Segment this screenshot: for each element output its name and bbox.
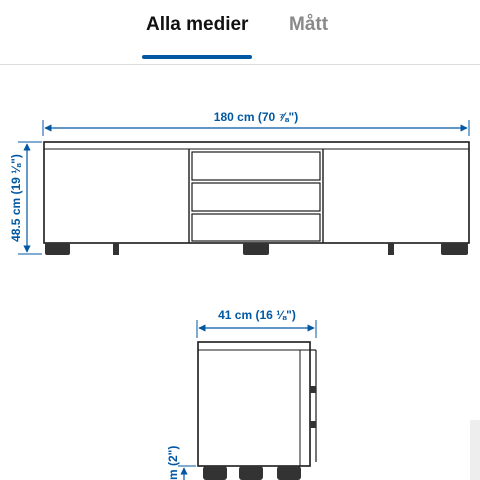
edge-artifact bbox=[470, 420, 480, 480]
front-width-label: 180 cm (70 ⅞") bbox=[213, 110, 299, 124]
front-support-1 bbox=[113, 243, 119, 255]
side-leg-1 bbox=[203, 466, 227, 480]
front-leg-2 bbox=[243, 243, 269, 255]
front-leg-3 bbox=[441, 243, 468, 255]
side-handle-1 bbox=[310, 386, 316, 393]
front-leg-1 bbox=[45, 243, 70, 255]
edge-artifacts bbox=[470, 420, 480, 480]
tab-alla-medier[interactable]: Alla medier bbox=[146, 14, 249, 35]
side-depth-label: 41 cm (16 ⅛") bbox=[218, 308, 296, 322]
drawer-middle bbox=[192, 183, 320, 211]
drawer-bottom bbox=[192, 214, 320, 241]
side-leg-height-label: m (2") bbox=[166, 445, 180, 480]
drawer-top bbox=[192, 152, 320, 180]
side-leg-2 bbox=[239, 466, 263, 480]
tab-matt[interactable]: Mått bbox=[289, 14, 329, 35]
front-support-2 bbox=[388, 243, 394, 255]
side-leg-3 bbox=[277, 466, 301, 480]
side-view bbox=[166, 308, 316, 480]
side-body bbox=[198, 342, 310, 466]
front-height-label: 48.5 cm (19 ⅛") bbox=[9, 154, 23, 242]
front-view bbox=[9, 110, 469, 255]
side-handle-2 bbox=[310, 421, 316, 428]
